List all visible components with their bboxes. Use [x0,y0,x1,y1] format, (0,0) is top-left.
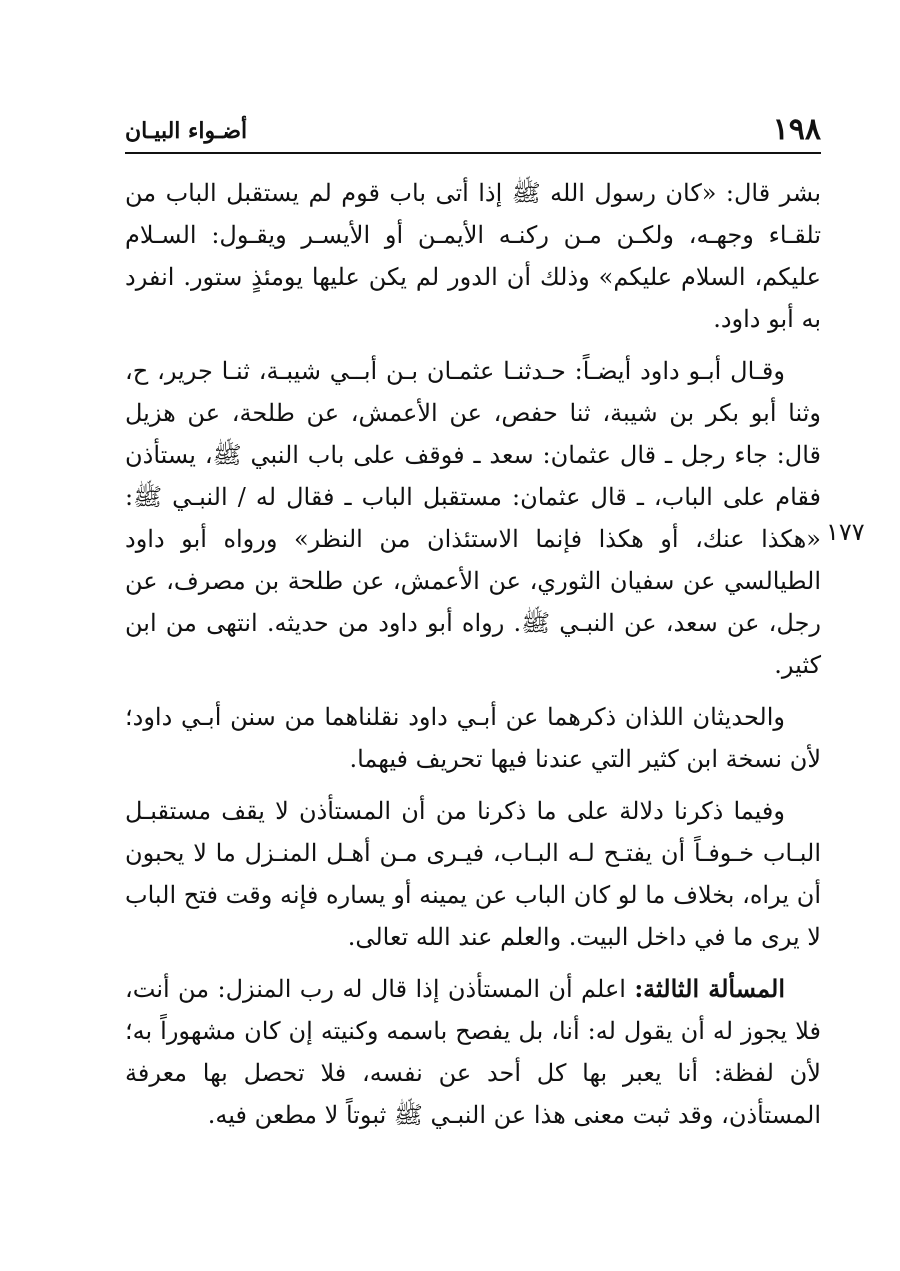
margin-reference-number: ١٧٧ [826,518,865,546]
paragraph-5-text: اعلم أن المستأذن إذا قال له رب المنزل: من أنت، فلا يجوز له أن يقول له: أنا، بل يفصح باسمه وكنيته إن كان مشهوراً به؛ لأن لفظة: أنا يعبر بها كل أحد عن نفسه، فلا تحصل بها معرفة المستأذن، وقد ثبت معنى هذا عن النبـي ﷺ ثبوتاً لا مطعن فيه. [125,975,821,1129]
paragraph-4: وفيما ذكرنا دلالة على ما ذكرنا من أن المستأذن لا يقف مستقبـل البـاب خـوفـاً أن يفتـح لـه البـاب، فيـرى مـن أهـل المنـزل ما لا يحبون أن يراه، بخلاف ما لو كان الباب عن يمينه أو يساره فإنه وقت فتح الباب لا يرى ما في داخل البيت. والعلم عند الله تعالى. [125,797,821,951]
paragraph-2: وقـال أبـو داود أيضـاً: حـدثنـا عثمـان بـن أبــي شيبـة، ثنـا جرير، ح، وثنا أبو بكر بن شيبة، ثنا حفص، عن الأعمش، عن طلحة، عن هزيل قال: جاء رجل ـ قال عثمان: سعد ـ فوقف على باب النبي ﷺ، يستأذن فقام على الباب، ـ قال عثمان: مستقبل الباب ـ فقال له / النبـي ﷺ: «هكذا عنك، أو هكذا فإنما الاستئذان من النظر» ورواه أبو داود الطيالسي عن سفيان الثوري، عن الأعمش، عن طلحة بن مصرف، عن رجل، عن سعد، عن النبـي ﷺ. رواه أبو داود من حديثه. انتهى من ابن كثير. [125,357,822,679]
section-heading: المسألة الثالثة: [634,974,785,1003]
page-header [125,108,821,154]
paragraph-5 [125,968,821,1136]
page-body [125,172,821,1146]
page-number: ١٩٨ [772,112,821,147]
paragraph-1: بشر قال: «كان رسول الله ﷺ إذا أتى باب قوم لم يستقبل الباب من تلقـاء وجهـه، ولكـن مـن ركنـه الأيمـن أو الأيسـر ويقـول: السـلام عليكم، السلام عليكم» وذلك أن الدور لم يكن عليها يومئذٍ ستور. انفرد به أبو داود. [125,179,821,333]
header-divider [125,152,821,154]
paragraph-3: والحديثان اللذان ذكرهما عن أبـي داود نقلناهما من سنن أبـي داود؛ لأن نسخة ابن كثير التي عندنا فيها تحريف فيهما. [125,703,821,773]
running-title: أضـواء البيـان [125,118,248,144]
